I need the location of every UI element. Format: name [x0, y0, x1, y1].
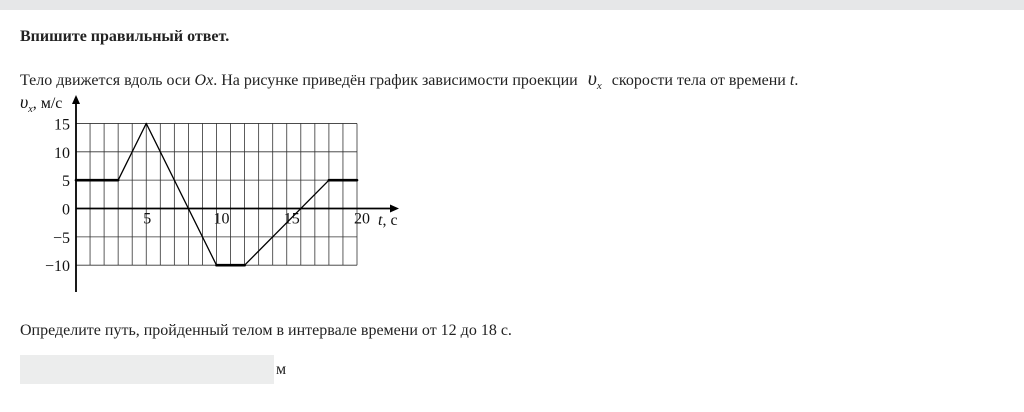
x-axis-label: t, с — [378, 212, 398, 229]
x-tick-label: 10 — [213, 210, 230, 228]
y-tick-label: 0 — [62, 201, 70, 219]
answer-unit: м — [276, 361, 287, 378]
x-tick-label: 15 — [283, 210, 300, 228]
axis-name: Ox — [194, 72, 214, 89]
velocity-time-graph — [14, 92, 414, 302]
y-tick-label: −5 — [52, 229, 70, 247]
y-tick-label: 15 — [54, 116, 70, 134]
tick-labels — [45, 116, 370, 275]
velocity-symbol: $\upsilon_x$ — [587, 68, 602, 93]
instruction-heading: Впишите правильный ответ. — [20, 28, 230, 45]
time-symbol: t — [789, 72, 795, 89]
y-axis-arrow — [72, 95, 80, 104]
question-part3: скорости тела от времени — [607, 72, 790, 89]
question-part2: . На рисунке приведён график зависимости проекции — [213, 72, 582, 89]
chart-axes — [72, 95, 399, 292]
x-tick-label: 20 — [354, 210, 370, 228]
y-tick-label: −10 — [44, 258, 70, 276]
y-tick-label: 10 — [54, 144, 70, 162]
question-part1: Тело движется вдоль оси — [20, 72, 195, 89]
y-tick-label: 5 — [62, 173, 70, 191]
y-axis-label: $\upsilon_x$, м/с — [20, 92, 63, 115]
question-text — [20, 68, 798, 93]
answer-input[interactable] — [20, 355, 274, 384]
series-segment — [146, 123, 216, 265]
x-tick-label: 5 — [143, 210, 152, 228]
top-bar — [0, 0, 1024, 10]
question-part4: . — [794, 72, 799, 89]
task-text: Определите путь, пройденный телом в интервале времени от 12 до 18 с. — [20, 322, 512, 339]
